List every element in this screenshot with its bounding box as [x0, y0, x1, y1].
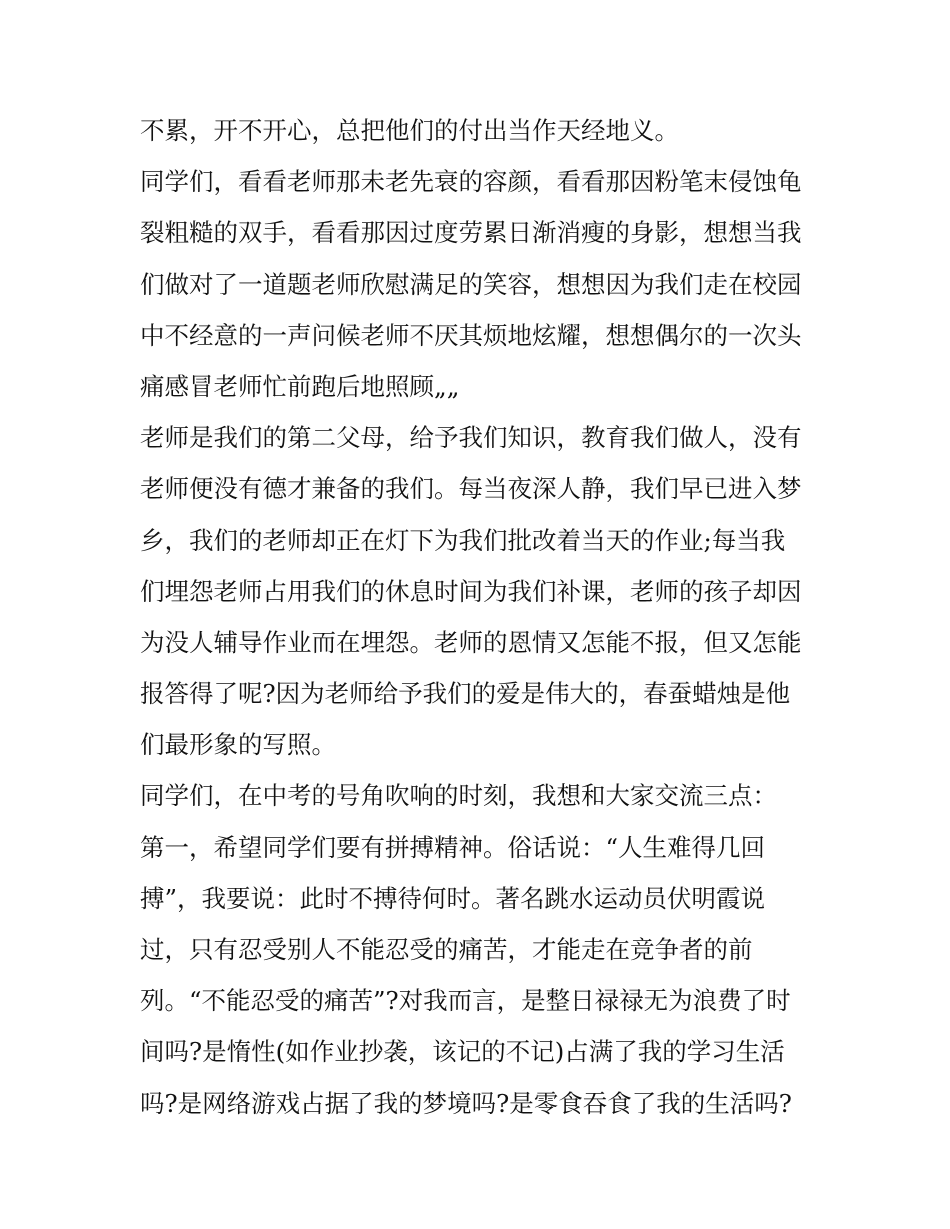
text-line: 们做对了一道题老师欣慰满足的笑容，想想因为我们走在校园	[140, 269, 802, 299]
text-line: 过，只有忍受别人不能忍受的痛苦，才能走在竞争者的前	[140, 935, 753, 964]
text-line: 搏”，我要说：此时不搏待何时。著名跳水运动员伏明霞说	[140, 883, 766, 913]
text-line: 同学们，看看老师那未老先衰的容颜，看看那因粉笔末侵蚀龟	[140, 167, 802, 197]
text-line: 们埋怨老师占用我们的休息时间为我们补课，老师的孩子却因	[140, 576, 802, 606]
text-line: 乡，我们的老师却正在灯下为我们批改着当天的作业;每当我	[140, 525, 786, 555]
text-line: 第一，希望同学们要有拼搏精神。俗话说：“人生难得几回	[140, 832, 766, 862]
text-line: 报答得了呢?因为老师给予我们的爱是伟大的，春蚕蜡烛是他	[140, 679, 791, 709]
text-line: 不累，开不开心，总把他们的付出当作天经地义。	[140, 116, 679, 145]
text-line: 老师便没有德才兼备的我们。每当夜深人静，我们早已进入梦	[140, 474, 802, 504]
text-line: 中不经意的一声问候老师不厌其烦地炫耀，想想偶尔的一次头	[140, 320, 802, 350]
text-line: 吗?是网络游戏占据了我的梦境吗?是零食吞食了我的生活吗?	[140, 1088, 792, 1118]
text-line: 同学们，在中考的号角吹响的时刻，我想和大家交流三点：	[140, 781, 777, 811]
text-line: 痛感冒老师忙前跑后地照顾„„	[140, 371, 460, 401]
text-line: 老师是我们的第二父母，给予我们知识，教育我们做人，没有	[140, 423, 802, 453]
text-line: 们最形象的写照。	[140, 730, 336, 760]
body-text	[140, 105, 830, 1129]
text-line: 间吗?是惰性(如作业抄袭，该记的不记)占满了我的学习生活	[140, 1037, 785, 1067]
text-line: 裂粗糙的双手，看看那因过度劳累日渐消瘦的身影，想想当我	[140, 218, 802, 248]
text-line: 列。“不能忍受的痛苦”?对我而言，是整日禄禄无为浪费了时	[140, 986, 791, 1016]
text-line: 为没人辅导作业而在埋怨。老师的恩情又怎能不报，但又怎能	[140, 627, 802, 657]
